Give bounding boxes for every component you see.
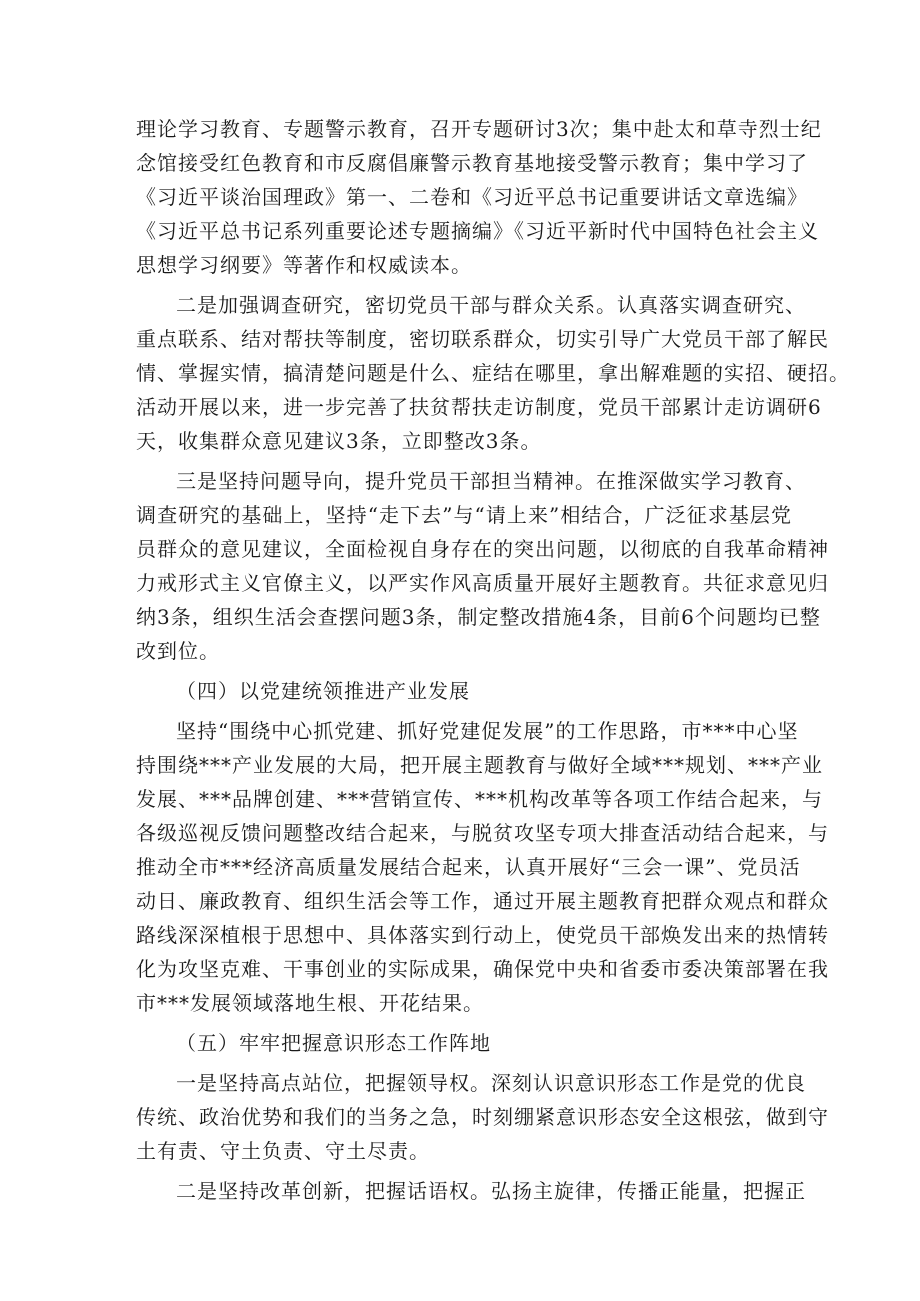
text-line: 理论学习教育、专题警示教育，召开专题研讨3次；集中赴太和草寺烈士纪	[136, 117, 822, 141]
text-line: 路线深深植根于思想中、具体落实到行动上，使党员干部焕发出来的热情转	[136, 923, 829, 947]
text-line: 情、掌握实情，搞清楚问题是什么、症结在哪里，拿出解难题的实招、硬招。	[136, 361, 850, 385]
text-line: 二是坚持改革创新，把握话语权。弘扬主旋律，传播正能量，把握正	[176, 1179, 806, 1203]
paragraph-leadership	[136, 1066, 829, 1168]
text-line: 三是坚持问题导向，提升党员干部担当精神。在推深做实学习教育、	[176, 469, 806, 493]
text-line: 思想学习纲要》等著作和权威读本。	[136, 253, 472, 277]
text-line: 市***发展领域落地生根、开花结果。	[136, 991, 484, 1015]
text-line: 活动开展以来，进一步完善了扶贫帮扶走访制度，党员干部累计走访调研6	[136, 395, 822, 419]
paragraph-investigation-research	[136, 288, 850, 458]
text-line: 传统、政治优势和我们的当务之急，时刻绷紧意识形态安全这根弦，做到守	[136, 1105, 829, 1129]
paragraph-industry-development	[136, 714, 829, 1020]
text-line: 念馆接受红色教育和市反腐倡廉警示教育基地接受警示教育；集中学习了	[136, 151, 808, 175]
document-page	[136, 112, 850, 1208]
text-line: 员群众的意见建议，全面检视自身存在的突出问题，以彻底的自我革命精神	[136, 537, 829, 561]
text-line: 纳3条，组织生活会查摆问题3条，制定整改措施4条，目前6个问题均已整	[136, 605, 821, 629]
text-line: 化为攻坚克难、干事创业的实际成果，确保党中央和省委市委决策部署在我	[136, 957, 829, 981]
text-line: 《习近平谈治国理政》第一、二卷和《习近平总书记重要讲话文章选编》	[136, 185, 808, 209]
text-line: 力戒形式主义官僚主义，以严实作风高质量开展好主题教育。共征求意见归	[136, 571, 829, 595]
text-line: 《习近平总书记系列重要论述专题摘编》《习近平新时代中国特色社会主义	[136, 219, 819, 243]
text-line: 坚持“围绕中心抓党建、抓好党建促发展”的工作思路，市***中心坚	[176, 719, 799, 743]
text-line: 各级巡视反馈问题整改结合起来，与脱贫攻坚专项大排查活动结合起来，与	[136, 821, 829, 845]
text-line: 推动全市***经济高质量发展结合起来，认真开展好“三会一课”、党员活	[136, 855, 801, 879]
text-line: 动日、廉政教育、组织生活会等工作，通过开展主题教育把群众观点和群众	[136, 889, 829, 913]
text-line: 发展、***品牌创建、***营销宣传、***机构改革等各项工作结合起来，与	[136, 787, 823, 811]
text-line: 天，收集群众意见建议3条，立即整改3条。	[136, 429, 542, 453]
text-line: 重点联系、结对帮扶等制度，密切联系群众，切实引导广大党员干部了解民	[136, 327, 829, 351]
heading-text: （五）牢牢把握意识形态工作阵地	[176, 1031, 491, 1055]
paragraph-theory-study	[136, 112, 822, 282]
text-line: 土有责、守土负责、守土尽责。	[136, 1139, 430, 1163]
heading-text: （四）以党建统领推进产业发展	[176, 679, 470, 703]
section-heading-4	[136, 674, 792, 708]
text-line: 二是加强调查研究，密切党员干部与群众关系。认真落实调查研究、	[176, 293, 806, 317]
text-line: 调查研究的基础上，坚持“走下去”与“请上来”相结合，广泛征求基层党	[136, 503, 792, 527]
text-line: 持围绕***产业发展的大局，把开展主题教育与做好全域***规划、***产业	[136, 753, 823, 777]
text-line: 一是坚持高点站位，把握领导权。深刻认识意识形态工作是党的优良	[176, 1071, 806, 1095]
text-line: 改到位。	[136, 639, 220, 663]
paragraph-discourse	[136, 1174, 806, 1208]
section-heading-5	[136, 1026, 792, 1060]
paragraph-problem-orientation	[136, 464, 829, 668]
